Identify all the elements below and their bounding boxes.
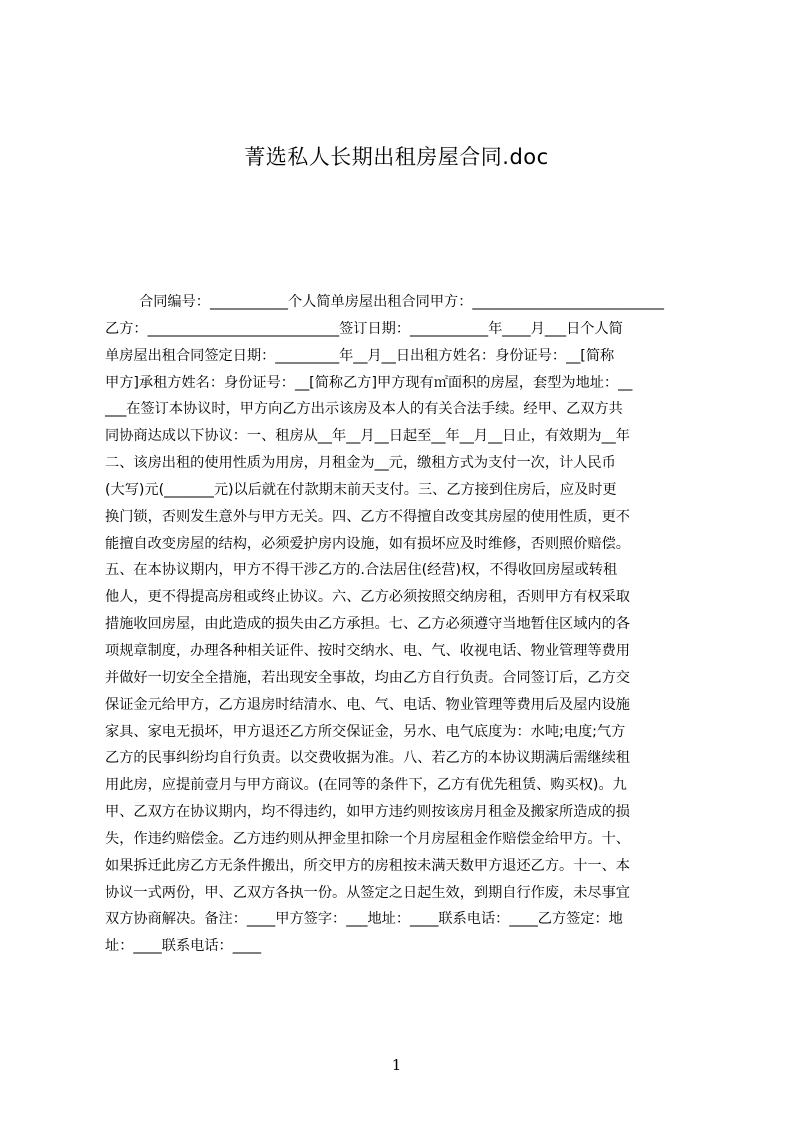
body-line: 甲方]承租方姓名：身份证号：__[简称乙方]甲方现有㎡面积的房屋，套型为地址：__ (105, 374, 633, 391)
body-line: 失，作违约赔偿金。乙方违约则从押金里扣除一个月房屋租金作赔偿金给甲方。十、 (105, 830, 630, 847)
body-line: 甲、乙双方在协议期内，均不得违约，如甲方违约则按该房月租金及搬家所造成的损 (105, 804, 630, 821)
body-line: 家具、家电无损坏，甲方退还乙方所交保证金，另水、电气底度为：水吨;电度;气方 (105, 723, 626, 740)
body-line: 换门锁，否则发生意外与甲方无关。四、乙方不得擅自改变其房屋的使用性质，更不 (105, 508, 630, 525)
body-line: 协议一式两份，甲、乙双方各执一份。从签定之日起生效，到期自行作废，未尽事宜 (105, 884, 630, 901)
body-line: (大写)元(_______元)以后就在付款期末前天支付。三、乙方接到住房后，应及时更 (105, 481, 617, 498)
document-title: 菁选私人长期出租房屋合同.doc (244, 145, 549, 169)
body-line: 乙方的民事纠纷均自行负责。以交费收据为准。八、若乙方的本协议期满后需继续租 (105, 750, 630, 767)
contract-body (105, 289, 702, 961)
body-line: 保证金元给甲方，乙方退房时结清水、电、气、电话、物业管理等费用后及屋内设施 (105, 696, 630, 713)
body-line: 二、该房出租的使用性质为用房，月租金为__元，缴租方式为支付一次，计人民币 (105, 455, 616, 472)
body-line: 措施收回房屋，由此造成的损失由乙方承担。七、乙方必须遵守当地暂住区域内的各 (105, 616, 630, 633)
body-line: 用此房，应提前壹月与甲方商议。(在同等的条件下，乙方有优先租赁、购买权)。九 (105, 777, 627, 794)
body-line: 并做好一切安全全措施，若出现安全事故，均由乙方自行负责。合同签订后，乙方交 (105, 669, 630, 686)
body-line: 单房屋出租合同签定日期：_________年__月__日出租方姓名：身份证号：__[简称 (105, 347, 615, 364)
body-line: 址：____联系电话：____ (105, 938, 262, 955)
body-line: 能擅自改变房屋的结构，必须爱护房内设施，如有损坏应及时维修，否则照价赔偿。 (105, 535, 630, 552)
body-line: 如果拆迁此房乙方无条件搬出，所交甲方的房租按未满天数甲方退还乙方。十一、本 (105, 857, 630, 874)
body-line: 他人，更不得提高房租或终止协议。六、乙方必须按照交纳房租，否则甲方有权采取 (105, 589, 630, 606)
body-line: 同协商达成以下协议：一、租房从__年__月__日起至__年__月__日止，有效期为__年 (105, 428, 630, 445)
body-line: 双方协商解决。备注：____甲方签字：___地址：____联系电话：____乙方签定：地 (105, 911, 623, 928)
body-line: 五、在本协议期内，甲方不得干涉乙方的.合法居住(经营)权，不得收回房屋或转租 (105, 562, 618, 579)
body-line: ___在签订本协议时，甲方向乙方出示该房及本人的有关合法手续。经甲、乙双方共 (105, 401, 623, 418)
page-number: 1 (391, 1056, 402, 1074)
body-line: 合同编号：___________个人简单房屋出租合同甲方：___________________________ (139, 294, 664, 310)
body-line: 项规章制度，办理各种相关证件、按时交纳水、电、气、收视电话、物业管理等费用 (105, 642, 630, 659)
body-line: 乙方：___________________________签订日期：___________年____月___日个人简 (105, 320, 623, 337)
